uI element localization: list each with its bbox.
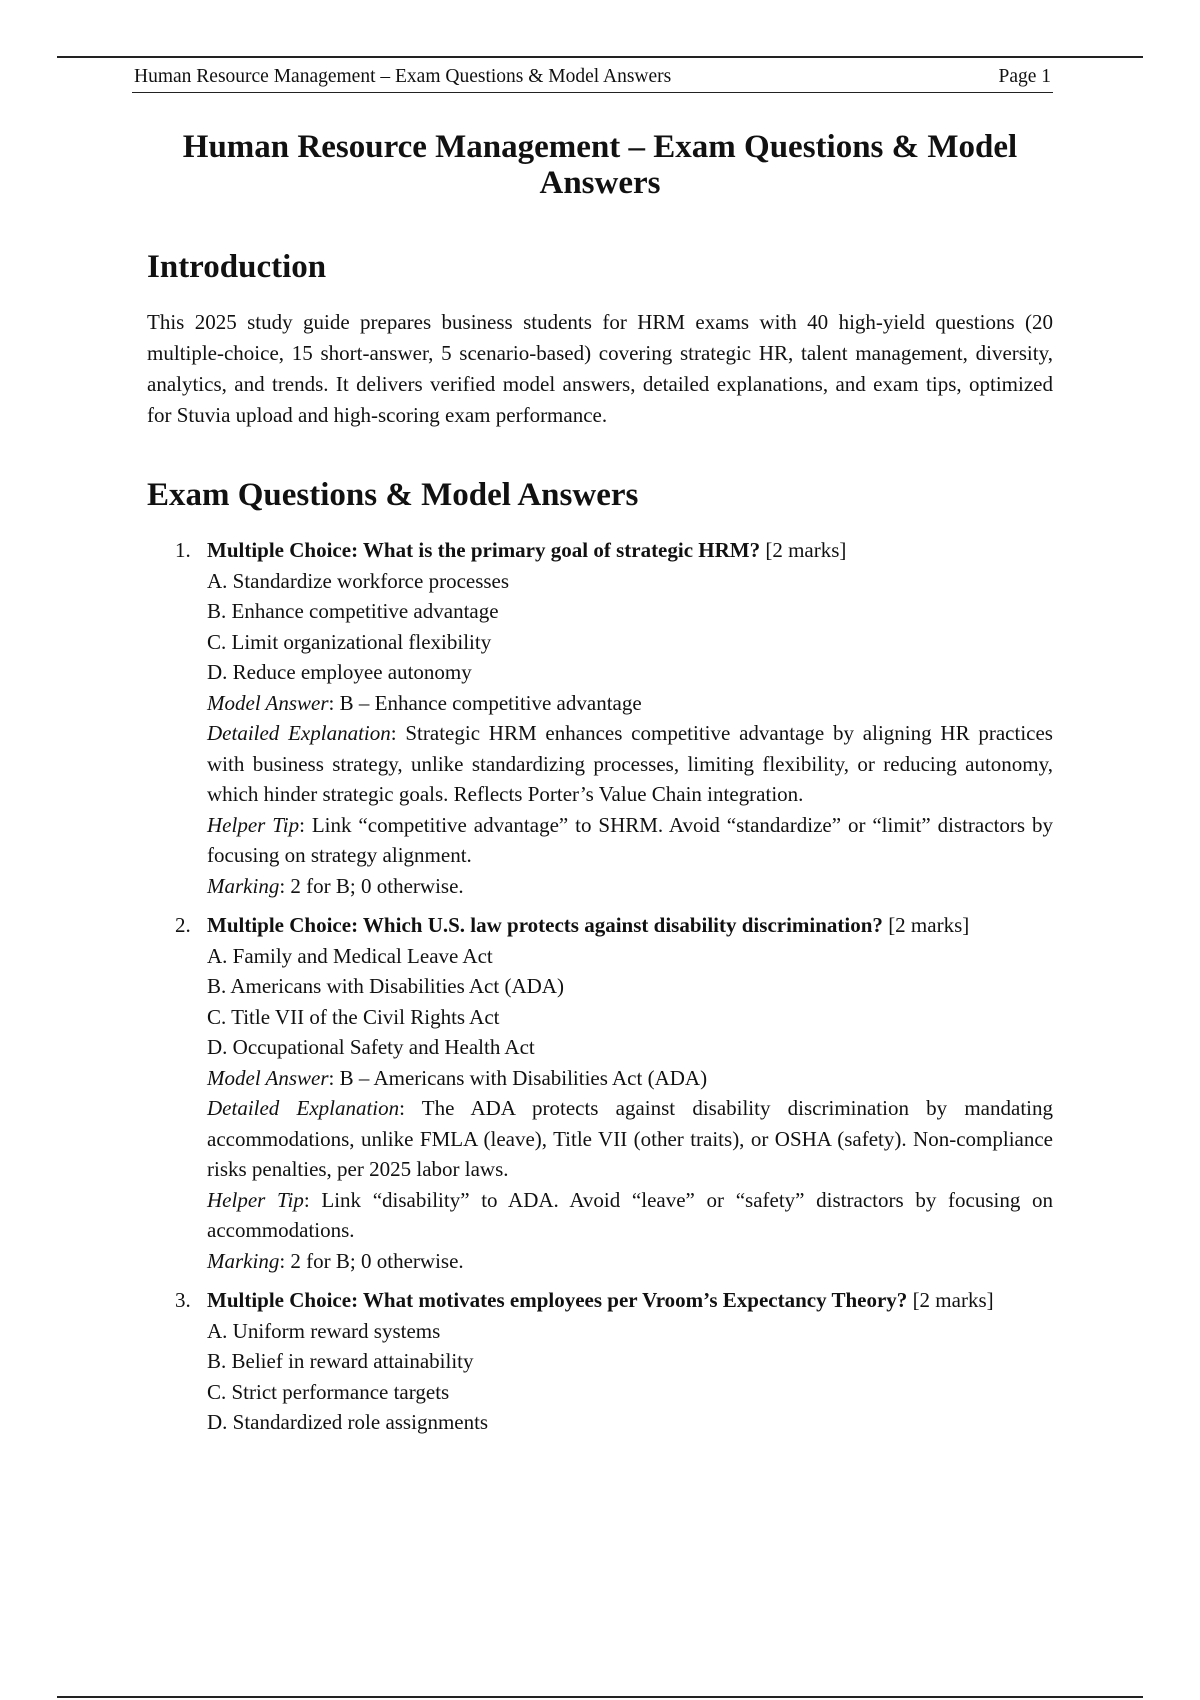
model-answer: Model Answer: B – Americans with Disabilities Act (ADA) [207, 1065, 708, 1090]
model-answer-label: Model Answer [207, 1065, 329, 1090]
introduction-heading: Introduction [147, 249, 327, 285]
helper-tip: Helper Tip: Link “competitive advantage” to SHRM. Avoid “standardize” or “limit” distractors by focusing on strategy alignment. [207, 812, 1053, 867]
answer-option: C. Strict performance targets [207, 1379, 450, 1404]
model-answer-text: B – Enhance competitive advantage [339, 690, 642, 715]
running-title: Human Resource Management – Exam Questions & Model Answers [134, 66, 672, 87]
tip-label: Helper Tip [207, 1187, 304, 1212]
model-answer: Model Answer: B – Enhance competitive advantage [207, 690, 642, 715]
running-header [132, 66, 1053, 93]
answer-option: D. Occupational Safety and Health Act [207, 1035, 535, 1059]
explanation-label: Detailed Explanation [207, 721, 391, 745]
tip-text: Link “disability” to ADA. Avoid “leave” or “safety” distractors by focusing on accommodations. [207, 1187, 1054, 1242]
page-number: Page 1 [998, 66, 1051, 87]
marking-text: 2 for B; 0 otherwise. [290, 1248, 464, 1273]
question-text: Multiple Choice: Which U.S. law protects against disability discrimination? [207, 913, 883, 937]
question-list [147, 535, 1053, 1438]
answer-option: A. Standardize workforce processes [207, 568, 510, 593]
answer-option: B. Enhance competitive advantage [207, 599, 499, 623]
question-stem [207, 1285, 1053, 1316]
marking-text: 2 for B; 0 otherwise. [290, 873, 464, 898]
top-rule [57, 56, 1143, 58]
marking-label: Marking [207, 1248, 280, 1273]
question-item [147, 910, 1053, 1276]
answer-option: A. Uniform reward systems [207, 1318, 441, 1343]
question-text: Multiple Choice: What motivates employees per Vroom’s Expectancy Theory? [207, 1288, 908, 1312]
question-marks: [2 marks] [888, 913, 970, 937]
question-marks: [2 marks] [912, 1288, 994, 1312]
explanation-label: Detailed Explanation [207, 1096, 400, 1120]
question-marks: [2 marks] [765, 538, 847, 562]
detailed-explanation: Detailed Explanation: Strategic HRM enhances competitive advantage by aligning HR practices with business strategy, unlike standardizing processes, limiting flexibility, or reducing autonomy, which hinder strategic goals. Reflects Porter’s Value Chain integration. [207, 721, 1053, 806]
helper-tip: Helper Tip: Link “disability” to ADA. Avoid “leave” or “safety” distractors by focusing on accommodations. [207, 1187, 1054, 1242]
answer-option: C. Limit organizational flexibility [207, 629, 492, 654]
bottom-rule [57, 1696, 1143, 1698]
question-number: 2. [175, 913, 191, 937]
document-title: Human Resource Management – Exam Questions & Model Answers [182, 129, 1018, 201]
answer-option: D. Standardized role assignments [207, 1410, 489, 1434]
introduction-paragraph: This 2025 study guide prepares business students for HRM exams with 40 high-yield questions (20 multiple-choice, 15 short-answer, 5 scenario-based) covering strategic HR, talent management, diversity, analytics, and trends. It delivers verified model answers, detailed explanations, and exam tips, optimized for Stuvia upload and high-scoring exam performance. [147, 310, 1053, 427]
page-body [134, 66, 1054, 1447]
answer-option: D. Reduce employee autonomy [207, 660, 472, 684]
question-item [147, 1285, 1053, 1438]
answer-option: C. Title VII of the Civil Rights Act [207, 1004, 500, 1029]
tip-text: Link “competitive advantage” to SHRM. Avoid “standardize” or “limit” distractors by focusing on strategy alignment. [207, 812, 1053, 867]
answer-option: B. Americans with Disabilities Act (ADA) [207, 974, 564, 998]
model-answer-label: Model Answer [207, 690, 329, 715]
explanation-text: Strategic HRM enhances competitive advantage by aligning HR practices with business strategy, unlike standardizing processes, limiting flexibility, or reducing autonomy, which hinder strategic goals. Reflects Porter’s Value Chain integration. [207, 721, 1053, 806]
detailed-explanation: Detailed Explanation: The ADA protects against disability discrimination by mandating accommodations, unlike FMLA (leave), Title VII (other traits), or OSHA (safety). Non-compliance risks penalties, per 2025 labor laws. [207, 1096, 1053, 1181]
question-text: Multiple Choice: What is the primary goal of strategic HRM? [207, 538, 761, 562]
question-stem [207, 535, 1053, 566]
question-stem [207, 910, 1053, 941]
marking-label: Marking [207, 873, 280, 898]
explanation-text: The ADA protects against disability discrimination by mandating accommodations, unlike FMLA (leave), Title VII (other traits), or OSHA (safety). Non-compliance risks penalties, per 2025 labor laws. [207, 1096, 1053, 1181]
model-answer-text: B – Americans with Disabilities Act (ADA) [339, 1065, 708, 1090]
answer-option: B. Belief in reward attainability [207, 1349, 474, 1373]
marking-scheme: Marking: 2 for B; 0 otherwise. [207, 1248, 464, 1273]
tip-label: Helper Tip [207, 812, 300, 837]
exam-section-heading: Exam Questions & Model Answers [147, 477, 639, 513]
marking-scheme: Marking: 2 for B; 0 otherwise. [207, 873, 464, 898]
question-number: 3. [175, 1288, 191, 1312]
answer-option: A. Family and Medical Leave Act [207, 943, 493, 968]
question-item [147, 535, 1053, 901]
question-number: 1. [175, 538, 191, 562]
